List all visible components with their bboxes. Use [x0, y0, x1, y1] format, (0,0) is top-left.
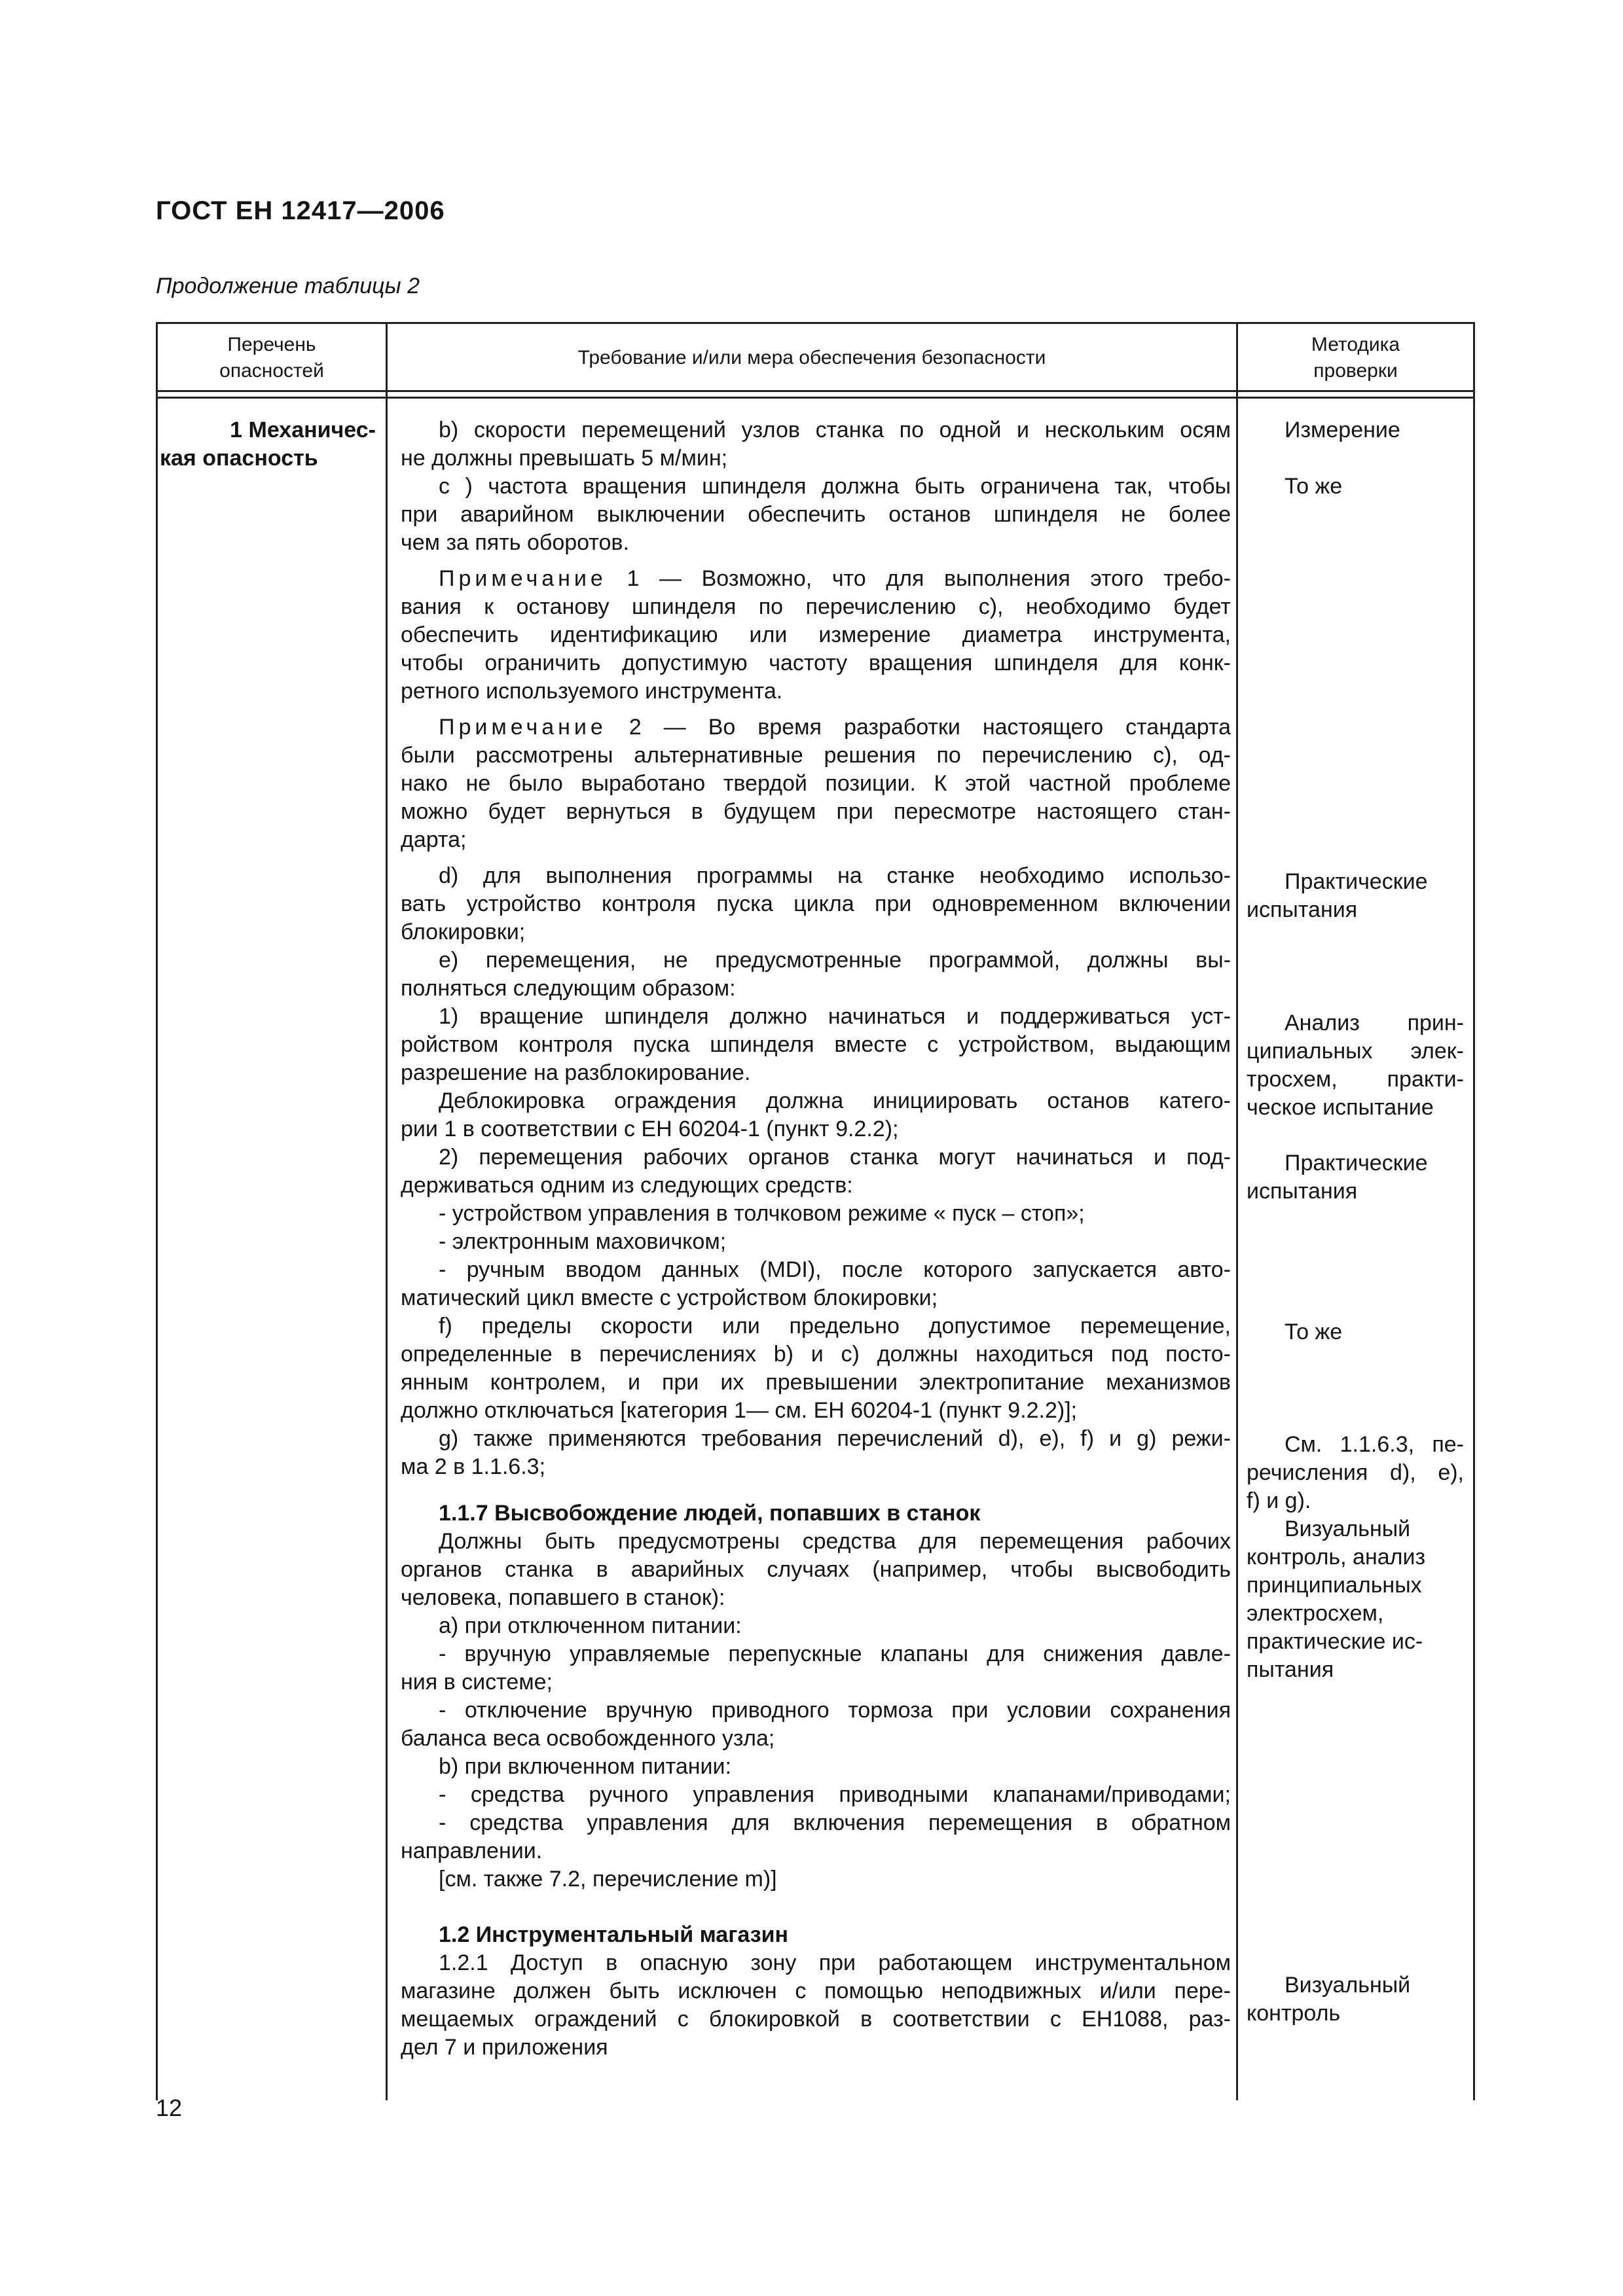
method-line: То же: [1285, 1319, 1343, 1344]
req-line: дарта;: [401, 827, 467, 852]
req-line: не должны превышать 5 м/мин;: [401, 446, 728, 471]
column-divider: [1236, 322, 1238, 2100]
method-line: принципиальных: [1247, 1573, 1422, 1598]
header-method-line1: Методика: [1311, 334, 1400, 355]
req-line: - средства ручного управления приводными клапанами/приводами;: [439, 1782, 1231, 1807]
req-line: [см. также 7.2, перечисление m)]: [439, 1867, 777, 1892]
method-line: ческое испытание: [1247, 1095, 1434, 1120]
method-analysis: [1247, 1009, 1464, 1122]
note-label: Примечание: [439, 715, 607, 740]
method-line: Измерение: [1285, 418, 1400, 442]
method-see-1-1-6-3: [1247, 1431, 1464, 1684]
req-line: при аварийном выключении обеспечить останов шпинделя не более: [401, 502, 1231, 527]
header-method: [1239, 329, 1472, 387]
req-line: разрешение на разблокирование.: [401, 1060, 751, 1085]
method-line: практические ис-: [1247, 1629, 1423, 1654]
method-line: ципиальных элек-: [1247, 1039, 1464, 1064]
note-1-first-line: [401, 565, 1231, 593]
req-line: ния в системе;: [401, 1670, 553, 1695]
method-line: Визуальный: [1285, 1516, 1411, 1541]
column-divider: [386, 322, 388, 2100]
header-separator-double: [156, 397, 1475, 399]
requirements-table: [156, 322, 1475, 2100]
req-line: ретного используемого инструмента.: [401, 679, 783, 704]
section-heading-1-1-7: 1.1.7 Высвобождение людей, попавших в станок: [439, 1501, 981, 1526]
req-line: чем за пять оборотов.: [401, 530, 629, 555]
method-line: контроль: [1247, 2001, 1341, 2026]
req-line: можно будет вернуться в будущем при пересмотре настоящего стан-: [401, 799, 1231, 824]
req-line: - средства управления для включения перемещения в обратном: [439, 1810, 1231, 1835]
document-header: ГОСТ ЕН 12417—2006: [156, 196, 445, 225]
table-caption: Продолжение таблицы 2: [156, 274, 420, 298]
req-line: чтобы ограничить допустимую частоту вращения шпинделя для конк-: [401, 651, 1231, 675]
note-text: 1 — Возможно, что для выполнения этого требо-: [627, 566, 1231, 591]
hazard-line1: 1 Механичес-: [230, 418, 376, 442]
method-line: Практические: [1285, 1151, 1428, 1175]
method-practical-1: [1247, 868, 1464, 924]
req-line: должно отключаться [категория 1— см. ЕН 60204-1 (пункт 9.2.2)];: [401, 1398, 1078, 1423]
req-line: - отключение вручную приводного тормоза при условии сохранения: [439, 1698, 1231, 1723]
req-line: вать устройство контроля пуска цикла при одновременном включении: [401, 891, 1231, 916]
note-text: 2 — Во время разработки настоящего стандарта: [629, 715, 1231, 740]
method-visual: [1247, 1971, 1464, 2028]
req-line: баланса веса освобожденного узла;: [401, 1726, 775, 1751]
req-line: f) пределы скорости или предельно допустимое перемещение,: [439, 1314, 1231, 1338]
req-line: a) при отключенном питании:: [439, 1613, 742, 1638]
hazard-cell: [160, 416, 376, 473]
section-heading-1-2: 1.2 Инструментальный магазин: [439, 1922, 789, 1947]
method-same: [1247, 473, 1464, 501]
req-line: рии 1 в соответствии с ЕН 60204-1 (пункт 9.2.2);: [401, 1117, 899, 1141]
req-line: вания к останову шпинделя по перечислению с), необходимо будет: [401, 594, 1231, 619]
requirements-cell: [401, 416, 1231, 2062]
req-line: органов станка в аварийных случаях (например, чтобы высвободить: [401, 1557, 1231, 1582]
req-line: Деблокировка ограждения должна инициировать останов катего-: [439, 1088, 1231, 1113]
req-line: 1) вращение шпинделя должно начинаться и поддерживаться уст-: [439, 1004, 1231, 1029]
method-same-2: [1247, 1318, 1464, 1346]
method-line: речисления d), e),: [1247, 1460, 1464, 1485]
table-top-border: [156, 322, 1475, 324]
method-practical-2: [1247, 1149, 1464, 1206]
method-line: Визуальный: [1285, 1973, 1411, 1998]
note-label: Примечание: [439, 566, 607, 591]
req-line: нако не было выработано твердой позиции. К этой частной проблеме: [401, 771, 1231, 796]
req-line: c ) частота вращения шпинделя должна быть ограничена так, чтобы: [439, 474, 1231, 499]
req-line: полняться следующим образом:: [401, 976, 736, 1001]
header-method-line2: проверки: [1313, 360, 1398, 382]
method-line: испытания: [1247, 1179, 1358, 1204]
req-line: обеспечить идентификацию или измерение диаметра инструмента,: [401, 622, 1231, 647]
header-requirements: Требование и/или мера обеспечения безопасности: [577, 347, 1046, 368]
req-line: 2) перемещения рабочих органов станка могут начинаться и под-: [439, 1145, 1231, 1170]
req-line: были рассмотрены альтернативные решения по перечислению с), од-: [401, 743, 1231, 768]
method-line: электросхем,: [1247, 1601, 1384, 1626]
hazard-line2: кая опасность: [160, 446, 318, 471]
note-2-first-line: [401, 713, 1231, 742]
req-line: держиваться одним из следующих средств:: [401, 1173, 853, 1198]
method-line: То же: [1285, 474, 1343, 499]
req-line: матический цикл вместе с устройством блокировки;: [401, 1285, 938, 1310]
table-left-border: [156, 322, 158, 2100]
req-line: - устройством управления в толчковом режиме « пуск – стоп»;: [439, 1201, 1085, 1226]
req-line: дел 7 и приложения: [401, 2035, 608, 2060]
method-line: испытания: [1247, 897, 1358, 922]
req-line: блокировки;: [401, 920, 526, 944]
method-measurement: [1247, 416, 1464, 444]
req-line: 1.2.1 Доступ в опасную зону при работающем инструментальном: [439, 1950, 1231, 1975]
req-line: - электронным маховичком;: [439, 1229, 727, 1254]
method-line: Практические: [1285, 869, 1428, 894]
req-line: янным контролем, и при их превышении электропитание механизмов: [401, 1370, 1231, 1395]
req-line: - вручную управляемые перепускные клапаны для снижения давле-: [439, 1641, 1231, 1666]
method-line: тросхем, практи-: [1247, 1067, 1464, 1092]
header-separator: [156, 390, 1475, 392]
req-line: b) скорости перемещений узлов станка по одной и нескольким осям: [439, 418, 1231, 442]
method-line: контроль, анализ: [1247, 1545, 1426, 1570]
method-line: f) и g).: [1247, 1488, 1311, 1513]
req-line: Должны быть предусмотрены средства для перемещения рабочих: [439, 1529, 1231, 1554]
req-line: мещаемых ограждений с блокировкой в соответствии с ЕН1088, раз-: [401, 2007, 1231, 2032]
req-line: направлении.: [401, 1839, 543, 1863]
method-line: пытания: [1247, 1657, 1334, 1682]
page-number: 12: [156, 2094, 183, 2121]
req-line: определенные в перечислениях b) и c) должны находиться под посто-: [401, 1342, 1231, 1367]
req-line: e) перемещения, не предусмотренные программой, должны вы-: [439, 948, 1231, 973]
method-line: Анализ прин-: [1285, 1011, 1464, 1035]
req-line: магазине должен быть исключен с помощью неподвижных и/или пере-: [401, 1979, 1231, 2003]
header-hazards: [159, 329, 384, 387]
header-hazards-line2: опасностей: [219, 360, 324, 382]
method-line: См. 1.1.6.3, пе-: [1285, 1432, 1464, 1457]
req-line: человека, попавшего в станок):: [401, 1585, 725, 1610]
req-line: d) для выполнения программы на станке необходимо использо-: [439, 863, 1231, 888]
req-line: g) также применяются требования перечислений d), e), f) и g) режи-: [439, 1426, 1231, 1451]
req-line: ма 2 в 1.1.6.3;: [401, 1454, 546, 1479]
table-right-border: [1473, 322, 1475, 2100]
req-line: ройством контроля пуска шпинделя вместе с устройством, выдающим: [401, 1032, 1231, 1057]
req-line: - ручным вводом данных (MDI), после которого запускается авто-: [439, 1257, 1231, 1282]
header-hazards-line1: Перечень: [227, 334, 316, 355]
req-line: b) при включенном питании:: [439, 1754, 731, 1779]
